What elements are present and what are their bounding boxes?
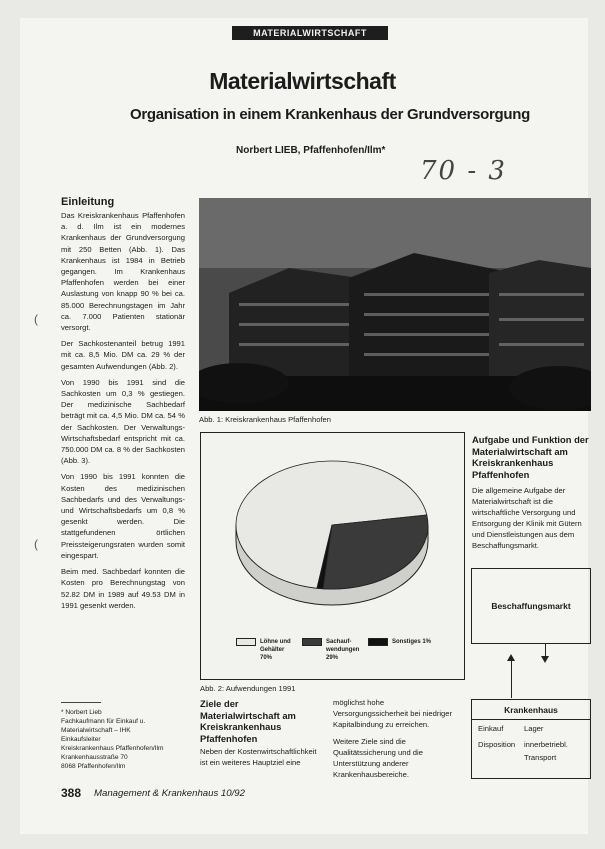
footnote-line: 8068 Pfaffenhofen/Ilm [61, 763, 126, 770]
legend-item [302, 638, 359, 662]
goals-column [200, 698, 320, 768]
intro-paragraph: Von 1990 bis 1991 sind die Sachkosten um 0,3 % gestiegen. Der medizinische Sachbedarf beträgt mit ca. 4,5 Mio. DM ca. 54 % der Sachkosten. Der Verwaltungs- Wirtschaftsbedarf entspricht mit ca. 750.000 DM ca. 8 % der Sachkosten (Abb. 3). [61, 377, 185, 466]
footnote-line: Kreiskrankenhaus Pfaffenhofen/Ilm [61, 745, 164, 752]
intro-paragraph: Von 1990 bis 1991 konnten die Kosten des medizinischen Sachbedarfs und des Verwaltungs- und Wirtschaftsbedarfs um 0,8 % gesenkt werden. Die stattgefundenen örtlichen Preissteigerungsraten wurden somit eingespart. [61, 472, 185, 560]
goals-text: Neben der Kostenwirtschaftlichkeit ist ein weiteres Hauptziel eine [200, 747, 317, 767]
article-title: Materialwirtschaft [209, 68, 396, 94]
intro-paragraph: Der Sachkostenanteil betrug 1991 mit ca. 8,5 Mio. DM ca. 29 % der gesamten Aufwendungen (Abb. 2). [61, 339, 185, 371]
legend-swatch [236, 638, 256, 646]
section-header-bar: MATERIALWIRTSCHAFT [232, 26, 388, 40]
article-subtitle: Organisation in einem Krankenhaus der Grundversorgung [129, 106, 530, 123]
legend-item [368, 638, 431, 646]
figure2-caption: Abb. 2: Aufwendungen 1991 [200, 684, 296, 693]
footnote-line: Materialwirtschaft – IHK [61, 727, 131, 734]
handwritten-note: 70 - 3 [420, 156, 507, 186]
legend-swatch [368, 638, 388, 646]
diagram-cell: innerbetriebl. [524, 740, 568, 749]
procurement-market-label: Beschaffungsmarkt [491, 601, 571, 611]
figure1-caption: Abb. 1: Kreiskrankenhaus Pfaffenhofen [199, 415, 331, 424]
legend-label: Löhne und [260, 639, 291, 645]
pie-chart [201, 433, 464, 633]
legend-label: wendungen [326, 647, 360, 653]
hospital-box-title: Krankenhaus [472, 700, 590, 720]
footnote-line: Einkaufsleiter [61, 736, 101, 743]
diagram-cell: Einkauf [478, 724, 504, 733]
task-column [472, 434, 590, 551]
footnote-line: * Norbert Lieb [61, 709, 102, 716]
page-number: 388 [61, 786, 82, 800]
legend-value: 70% [260, 655, 273, 661]
diagram-cell: Transport [524, 753, 557, 762]
hospital-box [471, 699, 591, 779]
legend-label: Gehälter [260, 647, 285, 653]
punch-hole-mark: ( [34, 312, 38, 326]
goals-heading: Ziele der Materialwirtschaft am Kreiskrankenhaus Pfaffenhofen [200, 698, 296, 744]
diagram-cell: Disposition [478, 740, 516, 749]
legend-item [236, 638, 291, 662]
goals-continuation: möglichst hohe Versorgungssicherheit bei niedriger Kapitalbindung zu erreichen. [333, 698, 453, 729]
task-heading: Aufgabe und Funktion der Materialwirtschaft am Kreiskrankenhaus Pfaffenhofen [472, 434, 589, 480]
arrow-down-icon [541, 656, 549, 663]
footnote-line: Krankenhausstraße 70 [61, 754, 128, 761]
journal-footer: Management & Krankenhaus 10/92 [94, 788, 245, 799]
footnote-rule [61, 702, 101, 703]
diagram-cell: Lager [524, 724, 544, 733]
hospital-photo [199, 198, 591, 411]
arrow-up-line [511, 660, 512, 698]
task-text: Die allgemeine Aufgabe der Materialwirtschaft ist die wirtschaftliche Versorgung und Entsorgung der Klinik mit Gütern und Dienstleistungen aus dem Beschaffungsmarkt. [472, 486, 582, 550]
intro-paragraph: Beim med. Sachbedarf konnten die Kosten pro Berechnungstag von 52.82 DM in 1989 auf 49.53 DM in 1991 gesenkt werden. [61, 567, 185, 610]
article-author: Norbert LIEB, Pfaffenhofen/Ilm* [236, 145, 386, 156]
pie-slice [323, 515, 428, 589]
punch-hole-mark: ( [34, 537, 38, 551]
goals-paragraph: Weitere Ziele sind die Qualitätssicherung und die Unterstützung anderer Krankenhausbereiche. [333, 737, 423, 779]
legend-label: Sonstiges 1% [392, 639, 432, 645]
footnote [61, 708, 196, 771]
intro-heading: Einleitung [61, 196, 115, 208]
goals-continuation-column [333, 697, 457, 786]
legend-swatch [302, 638, 322, 646]
legend-label: Sachauf- [326, 639, 352, 645]
hospital-box-grid [472, 720, 590, 772]
legend-value: 29% [326, 655, 339, 661]
procurement-market-box [471, 568, 591, 644]
intro-column [61, 196, 185, 616]
intro-paragraph: Das Kreiskrankenhaus Pfaffenhofen a. d. Ilm ist ein modernes Krankenhaus der Grundversorgung mit 250 Betten (Abb. 1). Das Krankenhaus ist 1984 in Betrieb gegangen. Im Krankenhaus Pfaffenhofen werden bei einer Auslastung von knapp 90 % bei ca. 85.000 Berechnungstagen im Jahr ca. 7.000 Patienten stationär versorgt. [61, 211, 185, 333]
footnote-line: Fachkaufmann für Einkauf u. [61, 718, 146, 725]
